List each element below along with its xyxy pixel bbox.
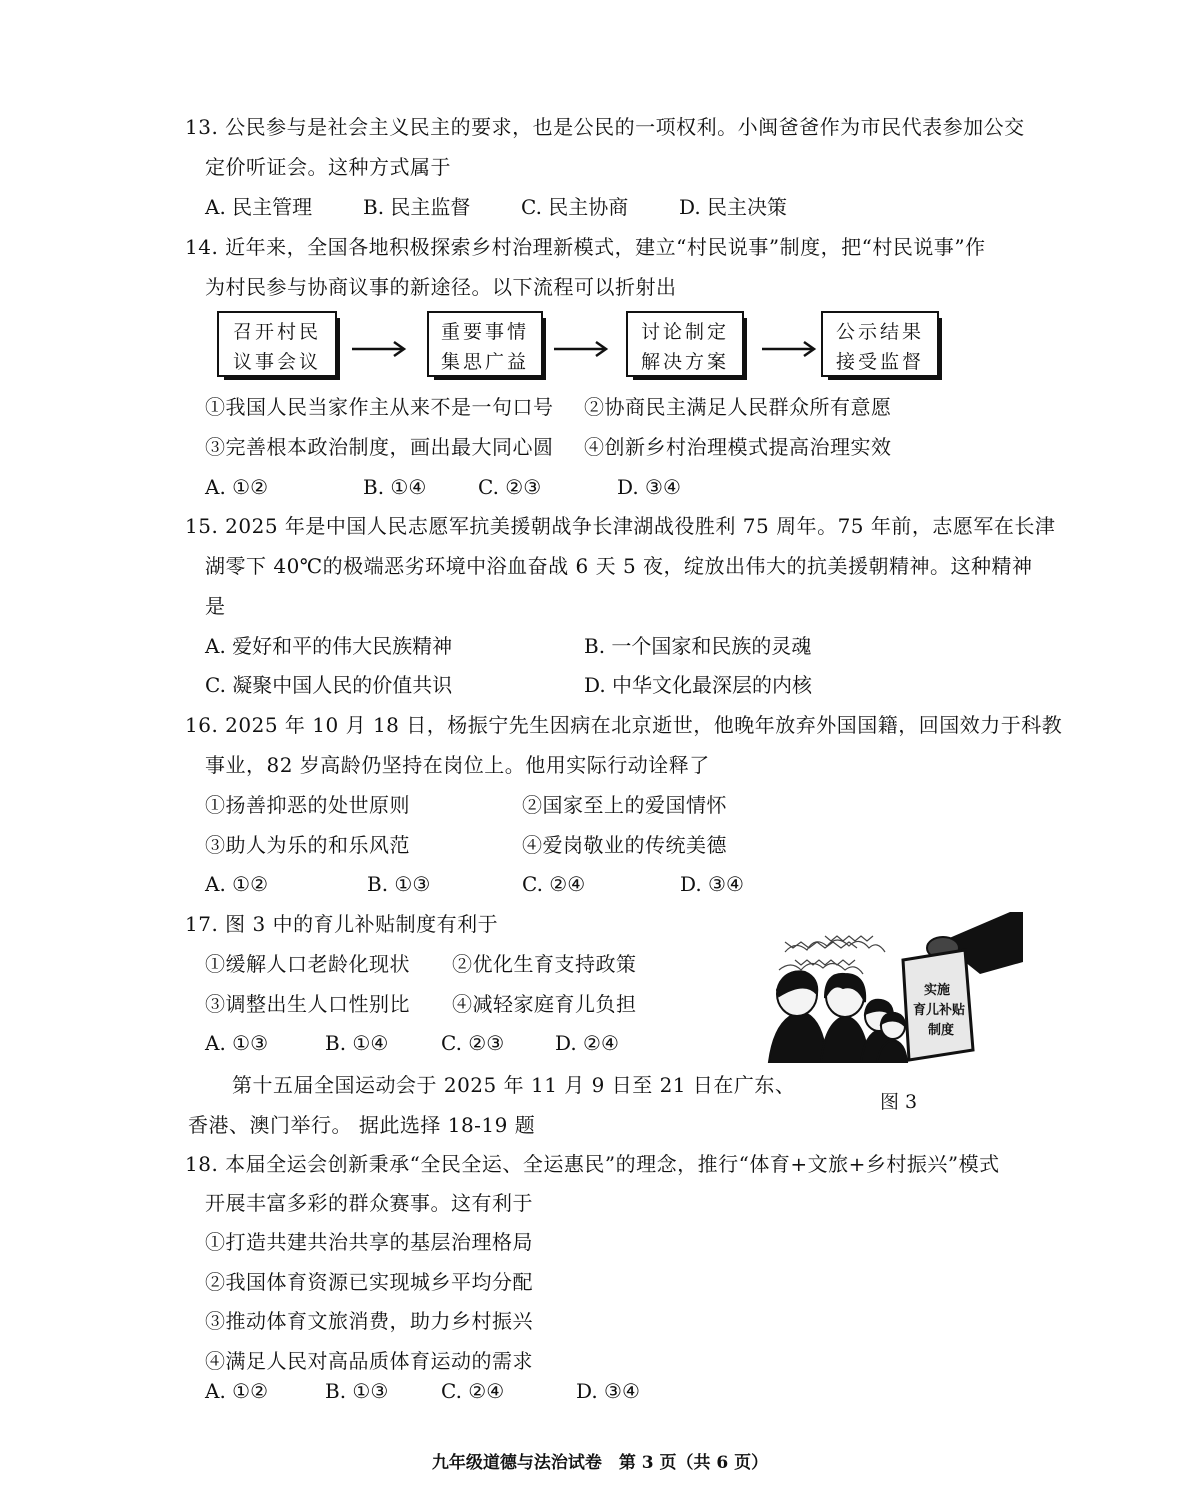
q18-stem-line2: 开展丰富多彩的群众赛事。这有利于 [205, 1191, 533, 1215]
q18-stem-line1: 18. 本届全运会创新秉承“全民全运、全运惠民”的理念，推行“体育+文旅+乡村振兴”模式 [185, 1152, 1000, 1176]
figure-sign-text-2: 育儿补贴 [912, 1003, 966, 1018]
q17-statement-4: ④减轻家庭育儿负担 [452, 992, 637, 1016]
q17-option-d: D. ②④ [555, 1031, 619, 1055]
flow-step-3-line1: 讨论制定 [640, 321, 729, 343]
figure-3-caption: 图 3 [880, 1091, 918, 1113]
flow-step-1-line1: 召开村民 [232, 321, 321, 343]
q18-option-c: C. ②④ [441, 1379, 505, 1403]
q16-statement-4: ④爱岗敬业的传统美德 [522, 833, 727, 857]
q15-stem-line3: 是 [205, 594, 226, 618]
flow-arrow-3 [760, 334, 820, 364]
q13-stem-line2: 定价听证会。这种方式属于 [205, 155, 451, 179]
q13-option-b: B. 民主监督 [363, 195, 471, 219]
flow-step-2 [427, 311, 543, 377]
q17-option-b: B. ①④ [325, 1031, 389, 1055]
section-intro-line1: 第十五届全国运动会于 2025 年 11 月 9 日至 21 日在广东、 [232, 1073, 796, 1097]
q14-statement-2: ②协商民主满足人民群众所有意愿 [584, 395, 892, 419]
q17-option-a: A. ①③ [205, 1031, 269, 1055]
q16-statement-1: ①扬善抑恶的处世原则 [205, 793, 410, 817]
q14-option-a: A. ①② [205, 475, 269, 499]
q14-stem-line1: 14. 近年来，全国各地积极探索乡村治理新模式，建立“村民说事”制度，把“村民说事”作 [185, 235, 986, 259]
q16-option-b: B. ①③ [367, 872, 431, 896]
q15-option-a: A. 爱好和平的伟大民族精神 [205, 634, 453, 658]
flow-step-2-line2: 集思广益 [440, 351, 529, 373]
q16-option-d: D. ③④ [680, 872, 744, 896]
flow-step-1 [217, 311, 337, 377]
flow-step-1-line2: 议事会议 [232, 351, 321, 373]
q16-statement-2: ②国家至上的爱国情怀 [522, 793, 727, 817]
q14-option-d: D. ③④ [617, 475, 681, 499]
q18-statement-3: ③推动体育文旅消费，助力乡村振兴 [205, 1309, 533, 1333]
q16-statement-3: ③助人为乐的和乐风范 [205, 833, 410, 857]
q14-statement-4: ④创新乡村治理模式提高治理实效 [584, 435, 892, 459]
q16-option-c: C. ②④ [522, 872, 586, 896]
flow-step-4 [821, 311, 939, 377]
figure-sign-text-3: 制度 [927, 1023, 955, 1038]
flow-step-3-line2: 解决方案 [640, 351, 729, 373]
q16-stem-line2: 事业，82 岁高龄仍坚持在岗位上。他用实际行动诠释了 [205, 753, 710, 777]
q15-option-b: B. 一个国家和民族的灵魂 [584, 634, 812, 658]
q17-option-c: C. ②③ [441, 1031, 505, 1055]
q15-option-d: D. 中华文化最深层的内核 [584, 673, 813, 697]
q14-statement-1: ①我国人民当家作主从来不是一句口号 [205, 395, 554, 419]
q13-option-a: A. 民主管理 [205, 195, 313, 219]
q16-option-a: A. ①② [205, 872, 269, 896]
q17-statement-3: ③调整出生人口性别比 [205, 992, 410, 1016]
q14-option-b: B. ①④ [363, 475, 427, 499]
section-intro-line2: 香港、澳门举行。 据此选择 18-19 题 [188, 1113, 536, 1137]
flow-arrow-1 [350, 334, 410, 364]
q14-statement-3: ③完善根本政治制度，画出最大同心圆 [205, 435, 554, 459]
q16-stem-line1: 16. 2025 年 10 月 18 日，杨振宁先生因病在北京逝世，他晚年放弃外国国籍，回国效力于科教 [185, 713, 1063, 737]
flow-step-2-line1: 重要事情 [440, 321, 529, 343]
q15-stem-line2: 湖零下 40℃的极端恶劣环境中浴血奋战 6 天 5 夜，绽放出伟大的抗美援朝精神。这种精神 [205, 554, 1033, 578]
page-footer: 九年级道德与法治试卷 第 3 页（共 6 页） [431, 1453, 769, 1473]
q13-option-c: C. 民主协商 [521, 195, 629, 219]
q17-statement-1: ①缓解人口老龄化现状 [205, 952, 410, 976]
flow-step-3 [626, 311, 744, 377]
q13-stem-line1: 13. 公民参与是社会主义民主的要求，也是公民的一项权利。小闽爸爸作为市民代表参加公交 [185, 115, 1025, 139]
q18-option-a: A. ①② [205, 1379, 269, 1403]
flow-step-4-line2: 接受监督 [835, 351, 924, 373]
figure-sign-text-1: 实施 [923, 983, 951, 998]
flow-arrow-2 [552, 334, 612, 364]
q17-stem-line1: 17. 图 3 中的育儿补贴制度有利于 [185, 912, 499, 936]
q18-option-d: D. ③④ [576, 1379, 640, 1403]
q13-option-d: D. 民主决策 [679, 195, 788, 219]
flow-step-4-line1: 公示结果 [835, 321, 924, 343]
q14-stem-line2: 为村民参与协商议事的新途径。以下流程可以折射出 [205, 275, 677, 299]
q18-statement-2: ②我国体育资源已实现城乡平均分配 [205, 1270, 533, 1294]
q14-option-c: C. ②③ [478, 475, 542, 499]
q15-stem-line1: 15. 2025 年是中国人民志愿军抗美援朝战争长津湖战役胜利 75 周年。75 年前，志愿军在长津 [185, 514, 1056, 538]
q18-statement-4: ④满足人民对高品质体育运动的需求 [205, 1349, 533, 1373]
q15-option-c: C. 凝聚中国人民的价值共识 [205, 673, 453, 697]
q18-statement-1: ①打造共建共治共享的基层治理格局 [205, 1230, 533, 1254]
q18-option-b: B. ①③ [325, 1379, 389, 1403]
figure-3-cartoon [765, 912, 1025, 1070]
q17-statement-2: ②优化生育支持政策 [452, 952, 637, 976]
